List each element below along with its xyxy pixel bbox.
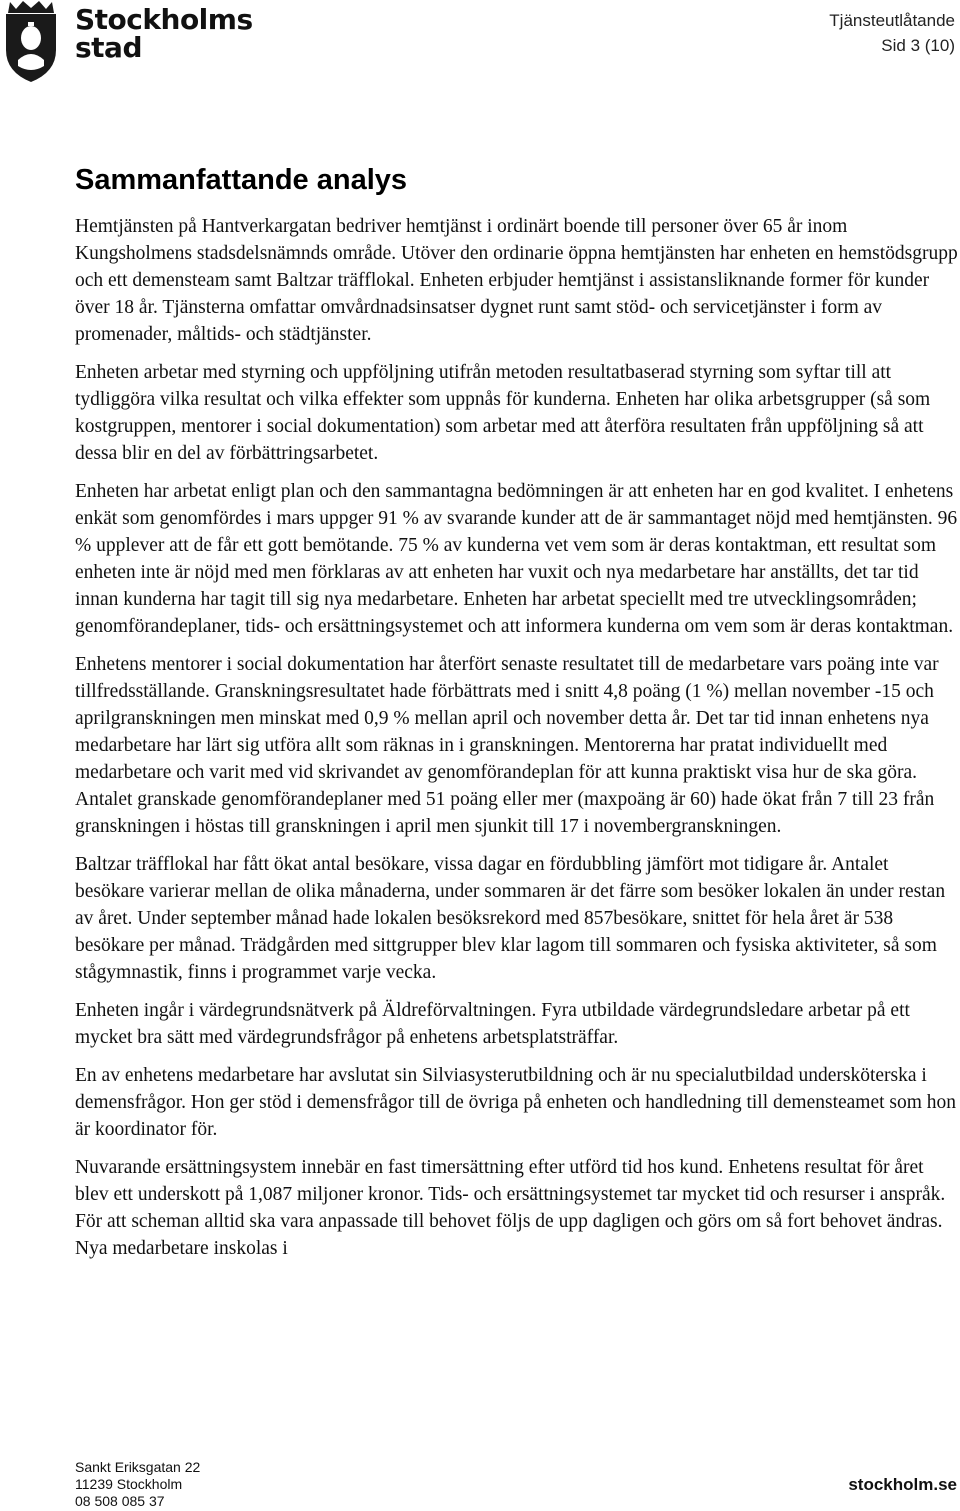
document-type: Tjänsteutlåtande: [829, 11, 955, 30]
footer-postal: 11239 Stockholm: [75, 1476, 183, 1492]
section-title: Sammanfattande analys: [75, 164, 408, 196]
page-number: Sid 3 (10): [881, 36, 955, 55]
logo-wordmark: [75, 3, 253, 64]
footer-street: Sankt Eriksgatan 22: [75, 1459, 201, 1475]
document-meta: [829, 8, 955, 58]
logo-line-2: stad: [75, 31, 142, 64]
body-text: [75, 213, 960, 1273]
footer-address: [75, 1459, 200, 1510]
paragraph: Hemtjänsten på Hantverkargatan bedriver hemtjänst i ordinärt boende till personer över 65 år inom Kungsholmens stadsdelsnämnds område. Utöver den ordinarie öppna hemtjänsten har enheten en hemstödsgrupp och ett demensteam samt Baltzar träfflokal. Enheten erbjuder hemtjänst i assistansliknande former för kunder över 18 år. Tjänsterna omfattar omvårdnadsinsatser dygnet runt samt stöd- och servicetjänster i form av promenader, måltids- och städtjänster.: [75, 216, 958, 345]
paragraph: Enheten ingår i värdegrundsnätverk på Äldreförvaltningen. Fyra utbildade värdegrundsledare arbetar på ett mycket bra sätt med värdegrundsfrågor på enhetens arbetsplatsträffar.: [75, 1000, 910, 1048]
paragraph: Enheten arbetar med styrning och uppföljning utifrån metoden resultatbaserad styrning som syftar till att tydliggöra vilka resultat och vilka effekter som uppnås för kunderna. Enheten har olika arbetsgrupper (så som kostgruppen, mentorer i social dokumentation) som arbetar med att återföra resultaten från uppföljning så att dessa blir en del av förbättringsarbetet.: [75, 362, 931, 464]
footer-phone: 08 508 085 37: [75, 1493, 165, 1509]
logo-line-1: Stockholms: [75, 3, 253, 36]
stockholms-stad-logo: [0, 0, 253, 84]
paragraph: Enheten har arbetat enligt plan och den sammantagna bedömningen är att enheten har en god kvalitet. I enhetens enkät som genomfördes i mars uppger 91 % av svarande kunder att de är sammantaget nöjd med hemtjänsten. 96 % upplever att de får ett gott bemötande. 75 % av kunderna vet vem som är deras kontaktman, ett resultat som enheten inte är nöjd med men förklaras av att enheten har vuxit och nya medarbetare har anställts, det tar tid innan kunderna har tagit till sig nya medarbetare. Enheten har arbetat speciellt med tre utvecklingsområden; genomförandeplaner, tids- och ersättningsystemet och att informera kunderna om vem som är deras kontaktman.: [75, 481, 958, 637]
footer-website: stockholm.se: [848, 1475, 957, 1494]
stockholm-crown-shield-icon: [0, 0, 62, 84]
paragraph: Enhetens mentorer i social dokumentation har återfört senaste resultatet till de medarbetare vars poäng inte var tillfredsställande. Granskningsresultatet hade förbättrats med i snitt 4,8 poäng (1 %) mellan november -15 och aprilgranskningen men minskat med 0,9 % mellan april och november detta år. Det tar tid innan enhetens nya medarbetare har lärt sig utföra allt som räknas in i granskningen. Mentorerna har pratat individuellt med medarbetare och varit med vid skrivandet av genomförandeplan för att kunna praktiskt visa hur de ska göra. Antalet granskade genomförandeplaner med 51 poäng eller mer (maxpoäng är 60) hade ökat från 7 till 23 från granskningen i höstas till granskningen i april men sjunkit till 17 i novembergranskningen.: [75, 654, 939, 837]
paragraph: En av enhetens medarbetare har avslutat sin Silviasysterutbildning och är nu specialutbildad undersköterska i demensfrågor. Hon ger stöd i demensfrågor till de övriga på enheten och handledning till demensteamet som hon är koordinator för.: [75, 1065, 957, 1140]
paragraph: Baltzar träfflokal har fått ökat antal besökare, vissa dagar en fördubbling jämfört mot tidigare år. Antalet besökare varierar mellan de olika månaderna, under sommaren är det färre som besöker lokalen än under restan av året. Under september månad hade lokalen besöksrekord med 857besökare, snittet för hela året är 538 besökare per månad. Trädgården med sittgrupper blev klar lagom till sommaren och fysiska aktiviteter, så som stågymnastik, finns i programmet varje vecka.: [75, 854, 946, 983]
paragraph: Nuvarande ersättningsystem innebär en fast timersättning efter utförd tid hos kund. Enhetens resultat för året blev ett underskott på 1,087 miljoner kronor. Tids- och ersättningsystemet tar mycket tid och resurser i anspråk. För att scheman alltid ska vara anpassade till behovet följs de upp dagligen och görs om så fort behovet ändras. Nya medarbetare inskolas i: [75, 1157, 946, 1259]
